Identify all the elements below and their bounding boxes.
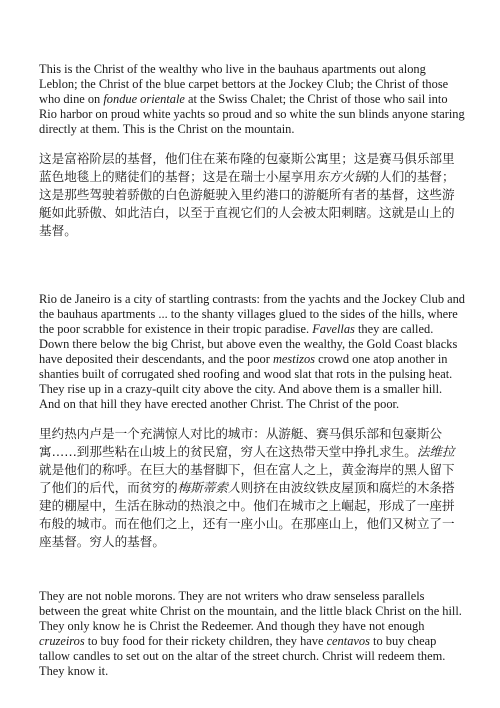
text-run: at the Swiss Chalet; the Christ of those who sail into Rio harbor on proud white yachts so proud and so white the sun blinds anyone staring directly at them. This is the Christ on the mountain.	[39, 92, 465, 136]
italic-text: 东方火锅	[316, 169, 367, 184]
paragraph-2-english	[39, 292, 465, 412]
text-run: 这是富裕阶层的基督，他们住在莱布隆的包豪斯公寓里；这是赛马俱乐部里蓝色地毯上的赌徒们的基督；这是在瑞士小屋享用	[39, 151, 455, 184]
italic-text: cruzeiros	[39, 634, 85, 648]
text-run: They are not noble morons. They are not writers who draw senseless parallels between the great white Christ on the mountain, and the little black Christ on the hill. They only know he is Christ the Redeemer. And though they have not enough	[39, 589, 462, 633]
paragraph-3-english	[39, 589, 465, 679]
text-run: 里约热内卢是一个充满惊人对比的城市：从游艇、赛马俱乐部和包豪斯公寓……到那些粘在山坡上的贫民窟，穷人在这热带天堂中挣扎求生。	[39, 426, 442, 459]
italic-text: mestizos	[272, 352, 315, 366]
text-run: 的人们的基督；这是那些驾驶着骄傲的白色游艇驶入里约港口的游艇所有者的基督，这些游艇如此骄傲、如此洁白，以至于直视它们的人会被太阳刺瞎。这就是山上的基督。	[39, 169, 455, 238]
italic-text: centavos	[326, 634, 370, 648]
italic-text: 法维拉	[416, 444, 455, 459]
text-run: Rio de Janeiro is a city of startling contrasts: from the yachts and the Jockey Club and the bauhaus apartments ... to the shanty villages glued to the sides of the hills, where the poor scrabble for existence in their tropic paradise.	[39, 292, 466, 336]
text-run: to buy cheap tallow candles to set out on the altar of the street church. Christ will redeem them. They know it.	[39, 634, 446, 678]
text-run: 就是他们的称呼。在巨大的基督脚下，但在富人之上，黄金海岸的黑人留下了他们的后代，而贫穷的	[39, 462, 455, 495]
document-page	[39, 62, 465, 679]
paragraph-2-chinese	[39, 425, 465, 551]
text-run: crowd one atop another in shanties built of corrugated shed roofing and wood slat that rots in the pulsing heat. They rise up in a crazy-quilt city above the city. And above them is a smaller hill. And on that hill they have erected another Christ. The Christ of the poor.	[39, 352, 453, 411]
paragraph-1-chinese	[39, 150, 465, 240]
italic-text: Favellas	[312, 322, 355, 336]
italic-text: 梅斯蒂索人	[177, 480, 241, 495]
text-run: 则挤在由波纹铁皮屋顶和腐烂的木条搭建的棚屋中，生活在脉动的热浪之中。他们在城市之上崛起，形成了一座拼布般的城市。而在他们之上，还有一座小山。在那座山上，他们又树立了一座基督。穷人的基督。	[39, 480, 455, 549]
text-run: they are called. Down there below the big Christ, but above even the wealthy, the Gold Coast blacks have deposited their descendants, and the poor	[39, 322, 458, 366]
paragraph-1-english	[39, 62, 465, 137]
italic-text: fondue orientale	[103, 92, 185, 106]
text-run: This is the Christ of the wealthy who live in the bauhaus apartments out along Leblon; the Christ of the blue carpet bettors at the Jockey Club; the Christ of those who dine on	[39, 62, 449, 106]
text-run: to buy food for their rickety children, they have	[84, 634, 327, 648]
